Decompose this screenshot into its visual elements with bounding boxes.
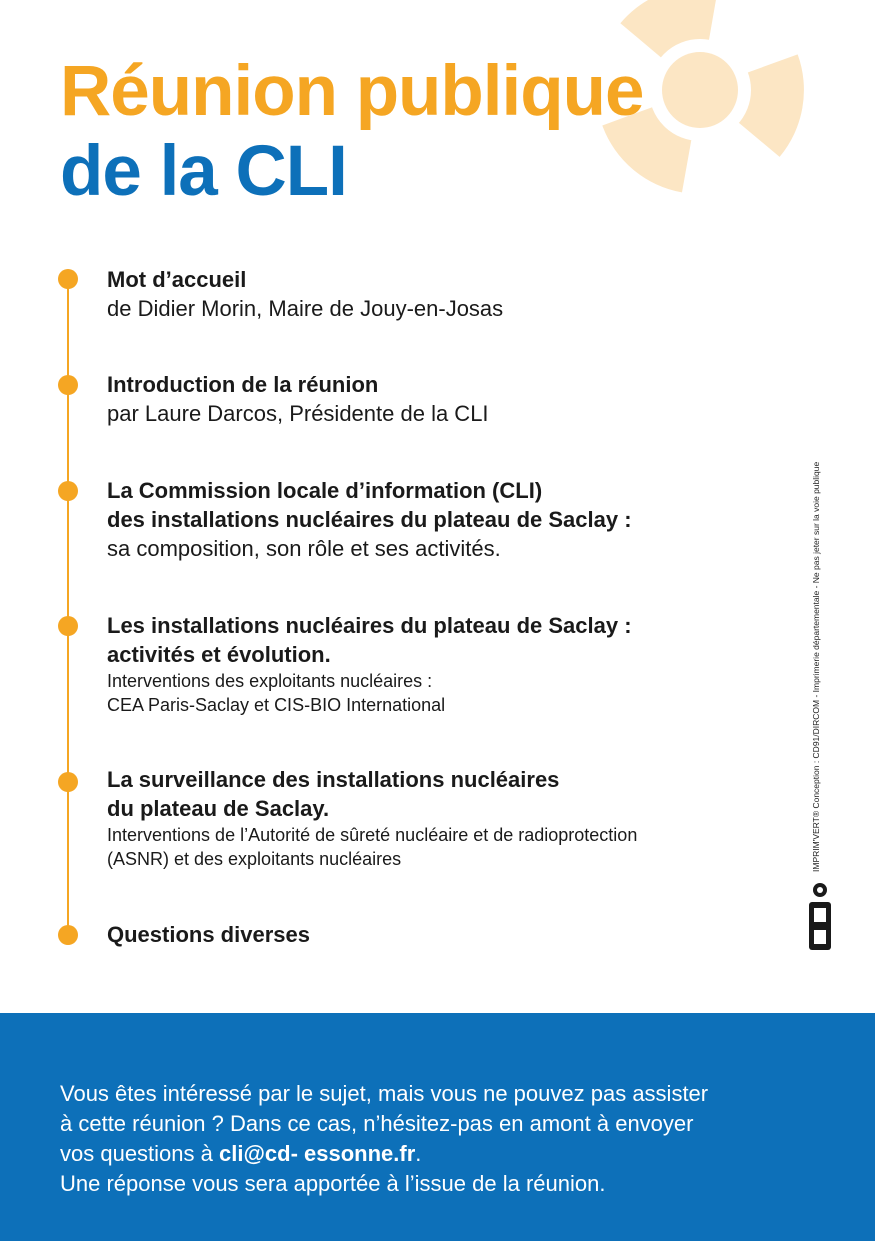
timeline-dot — [58, 269, 78, 289]
leaf-icon-inner — [817, 887, 823, 893]
page-title — [60, 52, 643, 212]
timeline-dot — [58, 481, 78, 501]
agenda-item-title-line-2: des installations nucléaires du plateau de Saclay : — [107, 507, 632, 532]
trefoil-center — [662, 52, 738, 128]
printer-credit: IMPRIM'VERT® Conception : CD91/DIRCOM - Imprimerie départementale - Ne pas jeter sur la voie publique — [811, 461, 821, 872]
footer-line-4: Une réponse vous sera apportée à l’issue de la réunion. — [60, 1171, 606, 1196]
contact-email-link[interactable]: cli@cd- essonne.fr — [218, 1141, 416, 1166]
agenda-item — [107, 765, 767, 871]
agenda-item-subtitle: par Laure Darcos, Présidente de la CLI — [107, 401, 489, 426]
footer-band — [0, 1013, 875, 1241]
agenda-item-title: Questions diverses — [107, 922, 310, 947]
title-line-1: Réunion publique — [60, 52, 644, 131]
footer-line-3-prefix: vos questions à — [60, 1141, 219, 1166]
bin-icon-window — [814, 908, 826, 922]
footer-line-1: Vous êtes intéressé par le sujet, mais vous ne pouvez pas assister — [60, 1081, 709, 1106]
agenda-item-title: La surveillance des installations nucléaires — [107, 767, 560, 792]
agenda-item-title-line-2: du plateau de Saclay. — [107, 796, 330, 821]
agenda-item — [107, 611, 767, 717]
agenda-item-subtitle: sa composition, son rôle et ses activités. — [107, 536, 501, 561]
agenda-item-title-line-2: activités et évolution. — [107, 642, 331, 667]
title-line-2: de la CLI — [60, 132, 347, 211]
agenda-item-title: Introduction de la réunion — [107, 372, 379, 397]
agenda-item-detail: (ASNR) et des exploitants nucléaires — [107, 849, 402, 869]
footer-text — [60, 1079, 820, 1199]
timeline-dot — [58, 772, 78, 792]
timeline-dot — [58, 616, 78, 636]
timeline-dot — [58, 375, 78, 395]
agenda-item-detail: Interventions des exploitants nucléaires : — [107, 671, 433, 691]
recycling-logos-icon — [806, 880, 836, 955]
agenda-item-title: Les installations nucléaires du plateau de Saclay : — [107, 613, 632, 638]
bin-icon-window — [814, 930, 826, 944]
agenda-item-detail: CEA Paris-Saclay et CIS-BIO International — [107, 695, 446, 715]
agenda-item — [107, 476, 767, 564]
footer-line-2: à cette réunion ? Dans ce cas, n’hésitez-pas en amont à envoyer — [60, 1111, 694, 1136]
agenda-item — [107, 265, 767, 324]
agenda-item-title: La Commission locale d’information (CLI) — [107, 478, 543, 503]
agenda-item-detail: Interventions de l’Autorité de sûreté nucléaire et de radioprotection — [107, 825, 638, 845]
agenda-item — [107, 370, 767, 429]
agenda-item — [107, 920, 767, 949]
agenda-item-title: Mot d’accueil — [107, 267, 247, 292]
footer-line-3-suffix: . — [415, 1141, 422, 1166]
agenda-item-subtitle: de Didier Morin, Maire de Jouy-en-Josas — [107, 296, 504, 321]
timeline-dot — [58, 925, 78, 945]
